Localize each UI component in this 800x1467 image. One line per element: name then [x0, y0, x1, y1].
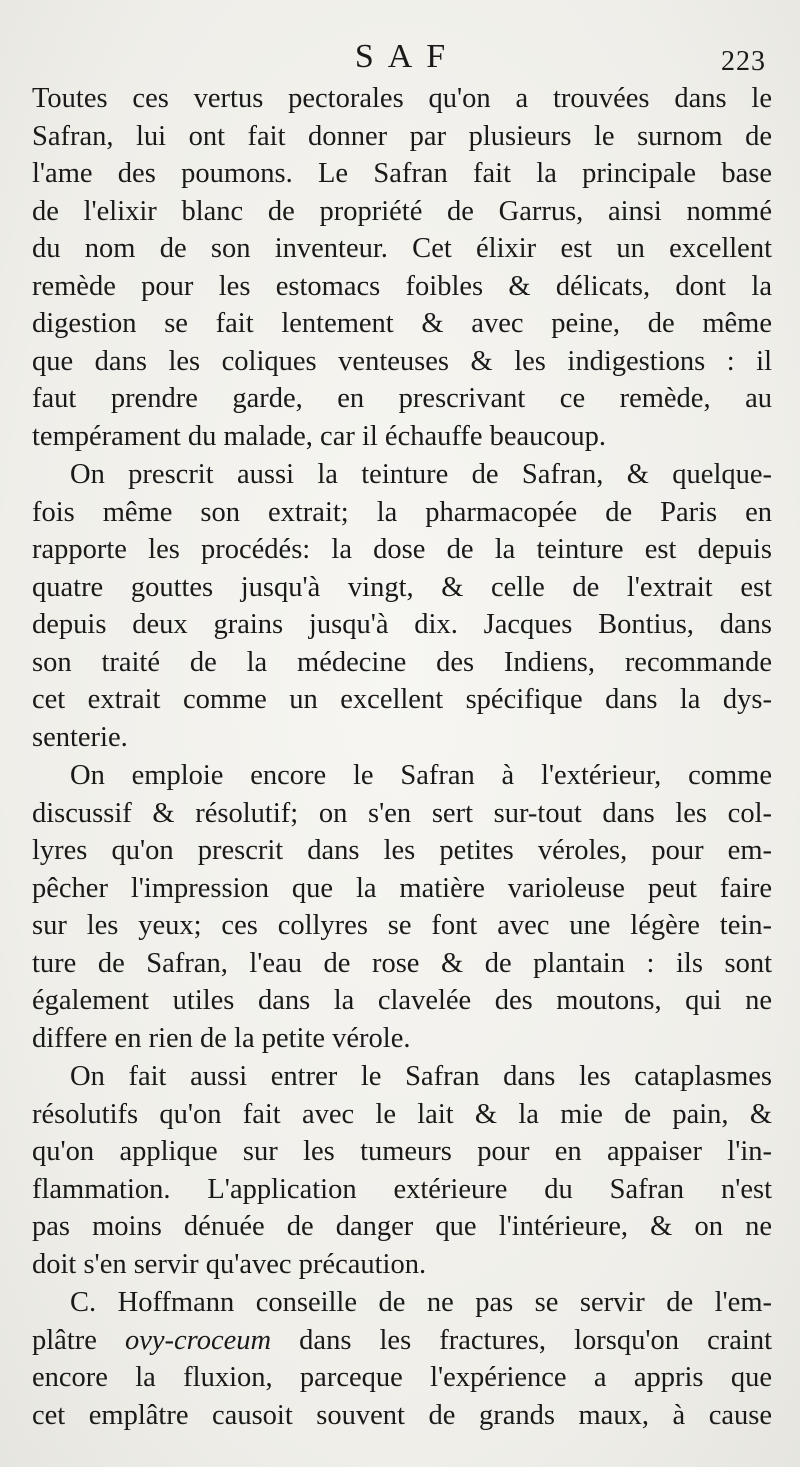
text-line: pêcher l'impression que la matière varioleuse peut faire [32, 872, 772, 904]
text-line: doit s'en servir qu'avec précaution. [32, 1248, 427, 1280]
text-line [32, 1322, 772, 1360]
text-line: cet emplâtre causoit souvent de grands maux, à cause [32, 1399, 772, 1431]
text-line: discussif & résolutif; on s'en sert sur-tout dans les col- [32, 797, 772, 829]
text-line: depuis deux grains jusqu'à dix. Jacques Bontius, dans [32, 609, 772, 640]
paragraph-3 [32, 757, 772, 1057]
text-line: flammation. L'application extérieure du Safran n'est [32, 1173, 772, 1205]
text-line: de l'elixir blanc de propriété de Garrus, ainsi nommé [32, 195, 772, 227]
text-line: ture de Safran, l'eau de rose & de plantain : ils sont [32, 947, 772, 979]
text-line: cet extrait comme un excellent spécifique dans la dys- [32, 684, 772, 715]
text-line: On prescrit aussi la teinture de Safran, & quelque- [70, 459, 772, 490]
body-text [32, 80, 772, 1435]
text-line: encore la fluxion, parceque l'expérience a appris que [32, 1362, 772, 1393]
running-head [0, 38, 800, 78]
text-line: quatre gouttes jusqu'à vingt, & celle de l'extrait est [32, 571, 772, 603]
text-line: également utiles dans la clavelée des moutons, qui ne [32, 985, 772, 1016]
text-line: digestion se fait lentement & avec peine, de même [32, 308, 772, 339]
text-line: On emploie encore le Safran à l'extérieur, comme [70, 760, 772, 791]
text-line: C. Hoffmann conseille de ne pas se servir de l'em- [70, 1287, 772, 1318]
text-line: du nom de son inventeur. Cet élixir est un excellent [32, 233, 772, 264]
text-line: fois même son extrait; la pharmacopée de Paris en [32, 496, 772, 528]
text-line: résolutifs qu'on fait avec le lait & la mie de pain, & [32, 1098, 772, 1130]
page-title: SAF [354, 38, 460, 75]
text-line: que dans les coliques venteuses & les indigestions : il [32, 345, 772, 377]
text-line: remède pour les estomacs foibles & délicats, dont la [32, 270, 772, 302]
paragraph-1 [32, 80, 772, 455]
paragraph-4 [32, 1058, 772, 1283]
text-line: Toutes ces vertus pectorales qu'on a trouvées dans le [32, 83, 772, 114]
text-line: Safran, lui ont fait donner par plusieurs le surnom de [32, 120, 772, 152]
paragraph-2 [32, 456, 772, 756]
text-line: faut prendre garde, en prescrivant ce remède, au [32, 383, 772, 414]
text-fragment: dans les fractures, lorsqu'on craint [271, 1324, 772, 1356]
text-line: sur les yeux; ces collyres se font avec une légère tein- [32, 910, 772, 941]
text-line: lyres qu'on prescrit dans les petites véroles, pour em- [32, 835, 772, 866]
text-line: l'ame des poumons. Le Safran fait la principale base [32, 158, 772, 189]
text-line: son traité de la médecine des Indiens, recommande [32, 646, 772, 678]
text-line: senterie. [32, 721, 128, 753]
page-number: 223 [721, 46, 766, 77]
text-line: qu'on applique sur les tumeurs pour en appaiser l'in- [32, 1136, 772, 1167]
italic-term: ovy-croceum [124, 1324, 272, 1356]
text-line: differe en rien de la petite vérole. [32, 1022, 411, 1054]
text-line: tempérament du malade, car il échauffe beaucoup. [32, 420, 606, 452]
text-line: rapporte les procédés: la dose de la teinture est depuis [32, 534, 772, 565]
text-line: On fait aussi entrer le Safran dans les cataplasmes [70, 1061, 772, 1092]
paragraph-5 [32, 1284, 772, 1434]
text-line: pas moins dénuée de danger que l'intérieure, & on ne [32, 1211, 772, 1242]
text-fragment: plâtre [32, 1324, 125, 1356]
